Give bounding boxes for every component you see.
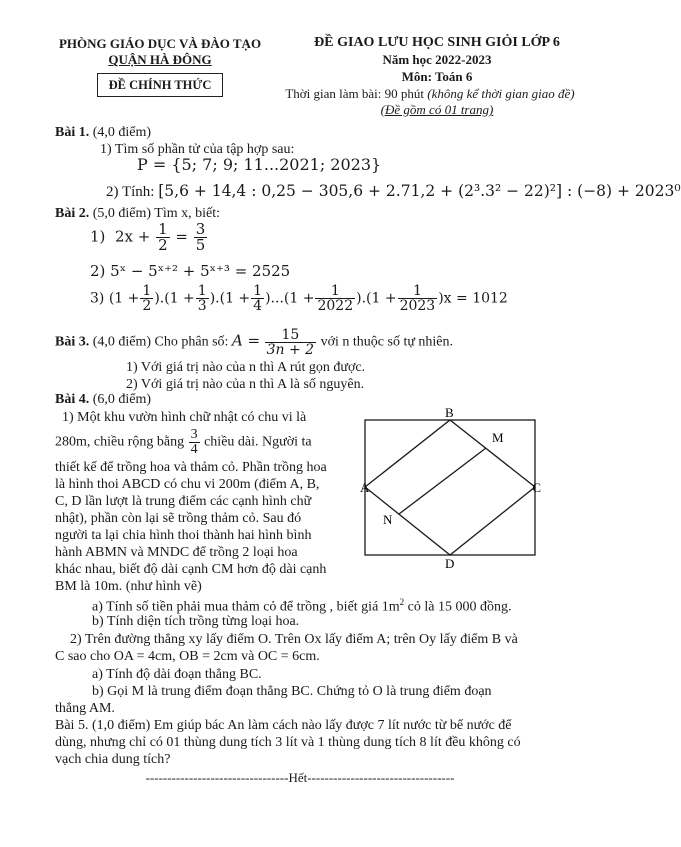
bai3-q1: 1) Với giá trị nào của n thì A rút gọn được.	[126, 360, 366, 375]
bai4-p2-a: a) Tính độ dài đoạn thẳng BC.	[92, 667, 262, 682]
bai4-p1-line10: BM là 10m. (như hình vẽ)	[55, 579, 202, 594]
rhombus-figure	[355, 405, 545, 570]
bai4-p1-line4: là hình thoi ABCD có chu vi 200m (điểm A, B,	[55, 477, 320, 492]
bai2-heading: Bài 2. (5,0 điểm) Tìm x, biết:	[55, 206, 221, 221]
bai4-p1-line7: người ta lại chia hình thoi thành hai hình bình	[55, 528, 312, 543]
bai4-p1-line6: nhật), phần còn lại sẽ trồng thảm cỏ. Sau đó	[55, 511, 302, 526]
bai4-qa: a) Tính số tiền phải mua thảm cỏ để trồng , biết giá $1m^2$ cỏ là 15 000 đồng.	[92, 597, 512, 615]
bai1-q2: 2) Tính: [5,6 + 14,4 : 0,25 − 305,6 + 2.71,2 + (2³.3² − 22)²] : (−8) + 2023⁰	[106, 182, 681, 200]
dept-line1: PHÒNG GIÁO DỤC VÀ ĐÀO TẠO	[58, 36, 262, 51]
segment-mn	[399, 448, 486, 514]
bai4-p1-line2: 280m, chiều rộng bằng $\frac{3}{4}$ chiều dài. Người ta	[55, 427, 312, 457]
time-note: (không kể thời gian giao đề)	[427, 86, 575, 101]
end-marker: ---------------------------------Hết----------------------------------	[145, 770, 455, 785]
exam-title: ĐỀ GIAO LƯU HỌC SINH GIỎI LỚP 6	[314, 35, 560, 50]
label-c: C	[532, 480, 541, 495]
pages-note: (Đề gồm có 01 trang)	[380, 102, 494, 117]
bai1-q2-expr: [5,6 + 14,4 : 0,25 − 305,6 + 2.71,2 + (2³.3² − 22)²] : (−8) + 2023⁰	[158, 182, 681, 200]
bai4-p2-line1: 2) Trên đường thẳng xy lấy điểm O. Trên Ox lấy điểm A; trên Oy lấy điểm B và	[70, 632, 518, 647]
label-a: A	[360, 480, 370, 495]
bai1-set-expr: P = {5; 7; 9; 11...2021; 2023}	[137, 155, 382, 174]
dept-line2: QUẬN HÀ ĐÔNG	[108, 52, 212, 67]
bai2-q1: 1) 2x + $\frac{1}{2}$ = $\frac{3}{5}$	[90, 220, 206, 254]
time-line	[262, 86, 598, 102]
label-d: D	[445, 556, 455, 571]
label-n: N	[383, 512, 393, 527]
bai4-p1-line5: C, D lần lượt là trung điểm các cạnh hình chữ	[55, 494, 312, 509]
bai5-line2: dùng, nhưng chỉ có 01 thùng dung tích 3 lít và 1 thùng dung tích 8 lít đều không có	[55, 735, 521, 750]
bai4-p2-b2: thẳng AM.	[55, 701, 115, 716]
bai2-q2: 2) 5ˣ − 5ˣ⁺² + 5ˣ⁺³ = 2525	[90, 262, 291, 280]
rhombus-abcd	[365, 420, 535, 555]
label-b: B	[445, 405, 454, 420]
bai4-p1-line8: hành ABMN và MNDC để trồng 2 loại hoa	[55, 545, 298, 560]
bai4-p2-line2: C sao cho OA = 4cm, OB = 2cm và OC = 6cm.	[55, 649, 320, 664]
bai1-heading: Bài 1. (4,0 điểm)	[55, 125, 152, 140]
label-m: M	[492, 430, 504, 445]
time-label: Thời gian làm bài: 90 phút	[285, 86, 425, 101]
rectangle-outline	[365, 420, 535, 555]
bai4-heading: Bài 4. (6,0 điểm)	[55, 392, 152, 407]
bai4-p1-line1: 1) Một khu vườn hình chữ nhật có chu vi là	[62, 410, 307, 425]
bai5-line3: vạch chia dung tích?	[55, 752, 171, 767]
bai4-p1-line9: khác nhau, biết độ dài cạnh CM hơn độ dài cạnh	[55, 562, 327, 577]
bai4-p2-b1: b) Gọi M là trung điểm đoạn thẳng BC. Chứng tỏ O là trung điểm đoạn	[92, 684, 492, 699]
official-badge: ĐỀ CHÍNH THỨC	[97, 73, 223, 97]
subject: Môn: Toán 6	[401, 69, 473, 84]
bai5-line1: Bài 5. (1,0 điểm) Em giúp bác An làm cách nào lấy được 7 lít nước từ bể nước để	[55, 718, 512, 733]
bai3-q2: 2) Với giá trị nào của n thì A là số nguyên.	[126, 377, 365, 392]
bai3-heading: Bài 3. (4,0 điểm) Cho phân số: A = $\frac{15}{3n + 2}$ với n thuộc số tự nhiên.	[55, 327, 454, 358]
bai1-q1: 1) Tìm số phần tử của tập hợp sau:	[100, 142, 295, 157]
bai4-qb: b) Tính diện tích trồng từng loại hoa.	[92, 614, 300, 629]
bai4-p1-line3: thiết kế để trồng hoa và thảm cỏ. Phần trồng hoa	[55, 460, 327, 475]
bai2-q3: 3) (1 + $\frac{1}{2}$ ).(1 + $\frac{1}{3}$ ).(1 + $\frac{1}{4}$ )...(1 + $\frac{1}{2022}$ ).(1 + $\frac{1}{2023}$ )x = 1012	[90, 283, 508, 314]
school-year: Năm học 2022-2023	[382, 52, 492, 67]
